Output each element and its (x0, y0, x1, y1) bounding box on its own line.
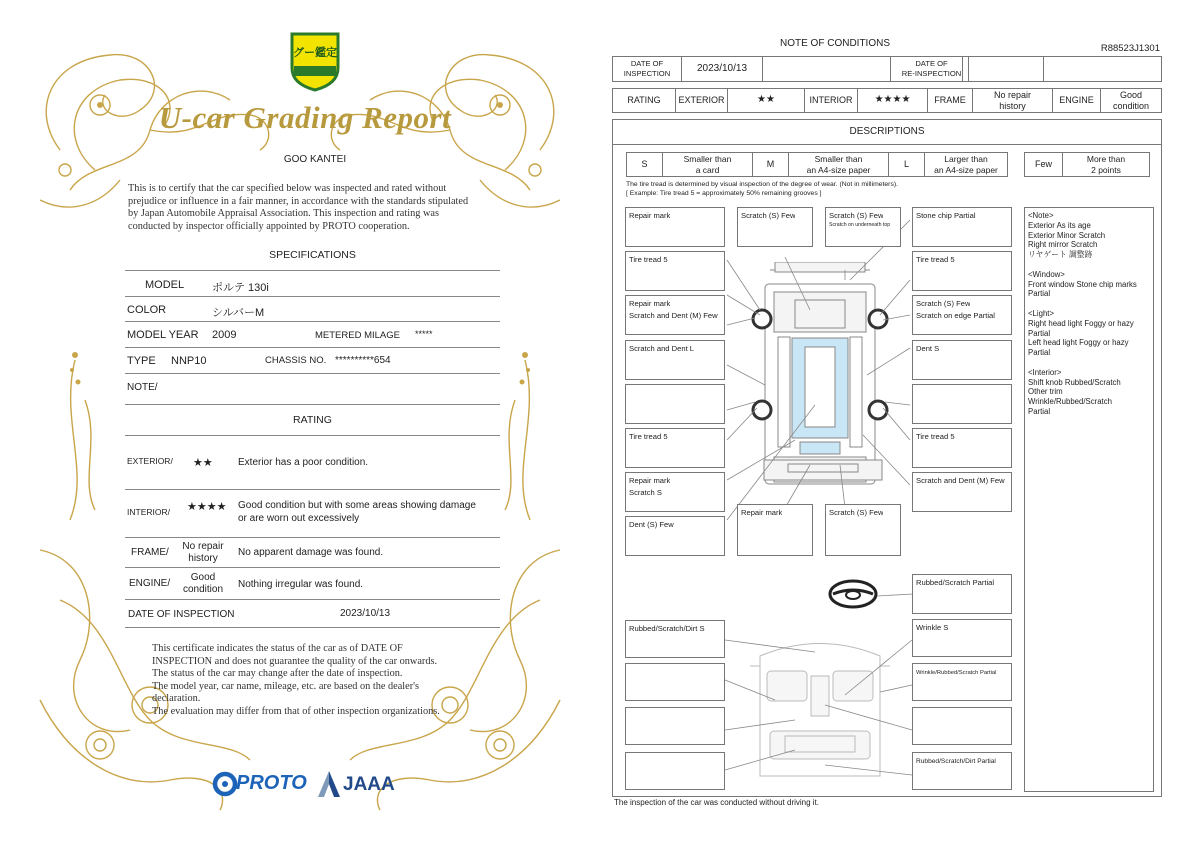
note-line: <Light> (1028, 308, 1055, 318)
engine-value (1101, 89, 1161, 112)
int-box-steering (912, 574, 1012, 614)
ext-box-right-5 (912, 384, 1012, 424)
intro-line: This is to certify that the car specified below was inspected and rated without (128, 183, 447, 194)
leader-lines (877, 590, 913, 602)
ext-box-left-1 (625, 207, 725, 247)
ext-label: Scratch (S) Few (916, 299, 971, 308)
doi-label-line: DATE OF (630, 58, 664, 68)
model-label: MODEL (145, 279, 185, 291)
legend-m-desc (789, 153, 889, 176)
engine-rating-row (125, 568, 500, 600)
frame-label: FRAME (928, 89, 973, 112)
conditions-title: NOTE OF CONDITIONS (780, 38, 890, 49)
doi-label (613, 57, 682, 81)
spec-heading: SPECIFICATIONS (269, 249, 356, 261)
ext-box-bottom-2 (825, 504, 901, 556)
reinspection-label-line: DATE OF (915, 58, 948, 68)
date-of-inspection-row (125, 600, 500, 628)
note-line: <Window> (1028, 269, 1065, 279)
exterior-desc: Exterior has a poor condition. (238, 457, 369, 468)
legend-l-desc (925, 153, 1007, 176)
notes-panel (1024, 207, 1154, 792)
engine-value: Good (190, 572, 216, 583)
interior-stars: ★★★★ (858, 89, 928, 112)
int-box-right-4 (912, 752, 1012, 790)
reinspection-value (969, 57, 1044, 81)
ext-box-right-2 (912, 251, 1012, 291)
ext-label-small: Scratch on underneath top (829, 222, 891, 228)
legend-few: Few (1025, 153, 1063, 176)
ext-label: Scratch (S) Few (829, 508, 884, 517)
note-line: Wrinkle/Rubbed/Scratch (1028, 397, 1112, 407)
exterior-stars: ★★ (728, 89, 805, 112)
legend-line: Smaller than (814, 154, 863, 164)
engine-label: ENGINE (1053, 89, 1101, 112)
note-line: Shift knob Rubbed/Scratch (1028, 377, 1121, 387)
frame-value: history (188, 553, 218, 564)
legend-line: Smaller than (683, 154, 732, 164)
model-value: ポルテ 130i (212, 282, 269, 294)
frame-value-line: No repair (993, 90, 1031, 100)
legend-line: an A4-size paper (806, 164, 871, 175)
few-legend (1024, 152, 1150, 177)
legend-line: an A4-size paper (934, 164, 998, 175)
size-legend (626, 152, 1008, 177)
tire-note-line: The tire tread is determined by visual inspection of the degree of wear. (Not in millimeters). (626, 181, 898, 188)
inspection-footer-note: The inspection of the car was conducted without driving it. (614, 798, 819, 807)
ext-label: Tire tread 5 (629, 432, 668, 441)
frame-value-line: history (999, 100, 1026, 111)
chassis-label: CHASSIS NO. (265, 355, 327, 366)
engine-value: condition (182, 584, 224, 595)
proto-logo-text: PROTO (236, 772, 307, 794)
note-line: Right mirror Scratch (1028, 240, 1098, 250)
legend-s-desc (663, 153, 753, 176)
legend-few-desc (1063, 153, 1149, 176)
proto-logo (212, 770, 312, 798)
engine-value-line: condition (1112, 100, 1150, 111)
frame-label: FRAME/ (131, 547, 169, 558)
badge-text: グー鑑定 (293, 47, 337, 59)
ext-box-left-3 (625, 295, 725, 335)
reinspection-label (895, 57, 969, 81)
leader-lines (705, 620, 925, 790)
rating-label: RATING (613, 89, 676, 112)
interior-rating-row (125, 490, 500, 538)
color-value: シルバーM (212, 307, 265, 319)
legend-line: 2 points (1091, 164, 1121, 175)
ext-label: Repair mark (629, 299, 671, 308)
ext-label: Scratch and Dent L (629, 344, 695, 353)
ext-label: Scratch and Dent (M) Few (916, 476, 1005, 485)
note-line: Partial (1028, 406, 1051, 416)
interior-desc: Good condition but with some areas showing damage (238, 500, 476, 511)
footer-line: INSPECTION and does not guarantee the quality of the car onwards. (152, 655, 438, 667)
proto-mark-icon (212, 771, 238, 797)
chassis-value: **********654 (335, 355, 391, 366)
interior-label: INTERIOR (805, 89, 858, 112)
ext-label: Repair mark (629, 476, 671, 485)
footer-paragraph (152, 643, 492, 719)
interior-desc: or are worn out excessively (238, 513, 360, 524)
mileage-label: METERED MILAGE (315, 330, 400, 341)
divider (613, 144, 1161, 145)
reinspection-label-line: RE-INSPECTION (901, 69, 962, 78)
footer-line: The evaluation may differ from that of other inspection organizations. (152, 705, 440, 717)
ext-label: Tire tread 5 (916, 432, 955, 441)
exterior-rating-row (125, 436, 500, 490)
note-line: Other trim (1028, 387, 1063, 397)
ext-box-left-8 (625, 516, 725, 556)
ext-box-right-6 (912, 428, 1012, 468)
note-line: Exterior Minor Scratch (1028, 230, 1106, 240)
note-line: Front window Stone chip marks (1028, 279, 1137, 289)
ext-box-right-1 (912, 207, 1012, 247)
intro-line: prejudice or influence in a fair manner, in accordance with the standards stipulated (128, 195, 469, 207)
exterior-label: EXTERIOR (676, 89, 728, 112)
ext-label: Tire tread 5 (629, 255, 668, 264)
tire-tread-note (626, 180, 898, 198)
int-box-right-2 (912, 663, 1012, 701)
intro-line: by Japan Automobile Appraisal Association. This inspection and rating was (128, 208, 439, 220)
ext-box-bottom-1 (737, 504, 813, 556)
ext-box-left-6 (625, 428, 725, 468)
note-line (1028, 260, 1152, 270)
legend-line: a card (695, 164, 720, 175)
divider (125, 270, 500, 271)
int-box-left-2 (625, 663, 725, 701)
ext-label: Repair mark (629, 211, 671, 220)
type-label: TYPE (127, 355, 156, 367)
note-row (125, 374, 500, 405)
reference-number: R88523J1301 (1100, 43, 1160, 54)
int-label: Wrinkle S (916, 623, 949, 632)
doi-value: 2023/10/13 (340, 608, 391, 619)
legend-line: More than (1086, 154, 1126, 164)
color-label: COLOR (127, 304, 167, 316)
legend-l: L (889, 153, 925, 176)
model-year-label: MODEL YEAR (127, 329, 199, 341)
goo-kantei-badge (288, 30, 342, 92)
int-label: Rubbed/Scratch/Dirt Partial (916, 758, 996, 765)
engine-value-line: Good (1119, 90, 1143, 100)
tire-note-line: [ Example: Tire tread 5 = approximately 50% remaining grooves ] (626, 190, 822, 197)
note-line: Partial (1028, 348, 1051, 358)
date-row (612, 56, 1162, 82)
ext-label: Scratch S (629, 488, 662, 497)
steering-wheel-icon (827, 578, 879, 610)
descriptions-heading: DESCRIPTIONS (849, 126, 925, 137)
ext-box-top-2 (825, 207, 901, 247)
doi-label: DATE OF INSPECTION (128, 609, 235, 620)
model-year-value: 2009 (212, 329, 237, 341)
type-value: NNP10 (171, 355, 207, 367)
ext-box-right-7 (912, 472, 1012, 512)
note-line (1028, 299, 1152, 309)
color-row (125, 297, 500, 322)
jaaa-mark-icon (318, 771, 340, 797)
type-row (125, 348, 500, 374)
engine-label: ENGINE/ (129, 578, 171, 589)
exterior-label: EXTERIOR/ (127, 456, 173, 466)
footer-line: declaration. (152, 693, 201, 705)
int-box-right-1 (912, 619, 1012, 657)
note-line: Partial (1028, 328, 1051, 338)
intro-line: conducted by inspector officially appointed by PROTO cooperation. (128, 220, 410, 232)
model-year-row (125, 322, 500, 348)
notes-list (1028, 211, 1152, 417)
report-subtitle: GOO KANTEI (283, 154, 347, 165)
doi-value: 2023/10/13 (682, 57, 763, 81)
footer-line: The status of the car may change after the date of inspection. (152, 668, 403, 680)
ext-label: Stone chip Partial (916, 211, 976, 220)
note-line: リヤゲート 調整跡 (1028, 250, 1093, 260)
jaaa-logo (318, 770, 398, 798)
footer-line: The model year, car name, mileage, etc. are based on the dealer's (152, 680, 420, 692)
int-box-left-4 (625, 752, 725, 790)
frame-value (973, 89, 1053, 112)
int-label: Rubbed/Scratch Partial (916, 578, 995, 587)
blank-cell (763, 57, 891, 81)
ext-box-right-3 (912, 295, 1012, 335)
frame-value: No repair (182, 541, 224, 552)
note-of-conditions-sheet (605, 0, 1200, 848)
legend-line: Larger than (944, 154, 988, 164)
ext-label: Scratch on edge Partial (916, 311, 995, 320)
ext-box-top-1 (737, 207, 813, 247)
legend-m: M (753, 153, 789, 176)
engine-desc: Nothing irregular was found. (238, 579, 364, 590)
mileage-value: ***** (415, 329, 433, 339)
ext-box-left-5 (625, 384, 725, 424)
note-label: NOTE/ (127, 382, 158, 393)
footer-line: This certificate indicates the status of the car as of DATE OF (152, 643, 403, 654)
frame-rating-row (125, 538, 500, 568)
report-title: U-car Grading Report (158, 100, 452, 135)
int-box-left-3 (625, 707, 725, 745)
doi-label-line: INSPECTION (623, 69, 671, 78)
ext-label: Tire tread 5 (916, 255, 955, 264)
interior-label: INTERIOR/ (127, 507, 170, 517)
ext-label: Scratch (S) Few (829, 211, 884, 220)
note-line: Partial (1028, 289, 1051, 299)
rating-row (612, 88, 1162, 113)
legend-s: S (627, 153, 663, 176)
rating-heading: RATING (293, 414, 332, 426)
ext-label: Scratch and Dent (M) Few (629, 311, 718, 320)
ext-box-left-4 (625, 340, 725, 380)
ext-box-left-2 (625, 251, 725, 291)
frame-desc: No apparent damage was found. (238, 547, 384, 558)
ext-label: Dent S (916, 344, 940, 353)
note-line: Right head light Foggy or hazy (1028, 318, 1134, 328)
int-box-right-3 (912, 707, 1012, 745)
intro-paragraph (128, 183, 508, 233)
jaaa-logo-text: JAAA (343, 774, 395, 795)
ext-label: Scratch (S) Few (741, 211, 796, 220)
note-line: Left head light Foggy or hazy (1028, 338, 1129, 348)
int-box-left-1 (625, 620, 725, 658)
int-label: Rubbed/Scratch/Dirt S (629, 624, 705, 633)
note-line: <Note> (1028, 211, 1054, 220)
ext-box-right-4 (912, 340, 1012, 380)
exterior-stars: ★★ (193, 457, 213, 469)
note-line: <Interior> (1028, 367, 1062, 377)
note-line: Exterior As its age (1028, 220, 1091, 230)
ext-label: Dent (S) Few (629, 520, 674, 529)
interior-stars: ★★★★ (187, 501, 227, 513)
note-line (1028, 358, 1152, 368)
model-row (125, 272, 500, 297)
ext-label: Repair mark (741, 508, 783, 517)
ext-box-left-7 (625, 472, 725, 512)
int-label: Wrinkle/Rubbed/Scratch Partial (916, 670, 997, 676)
